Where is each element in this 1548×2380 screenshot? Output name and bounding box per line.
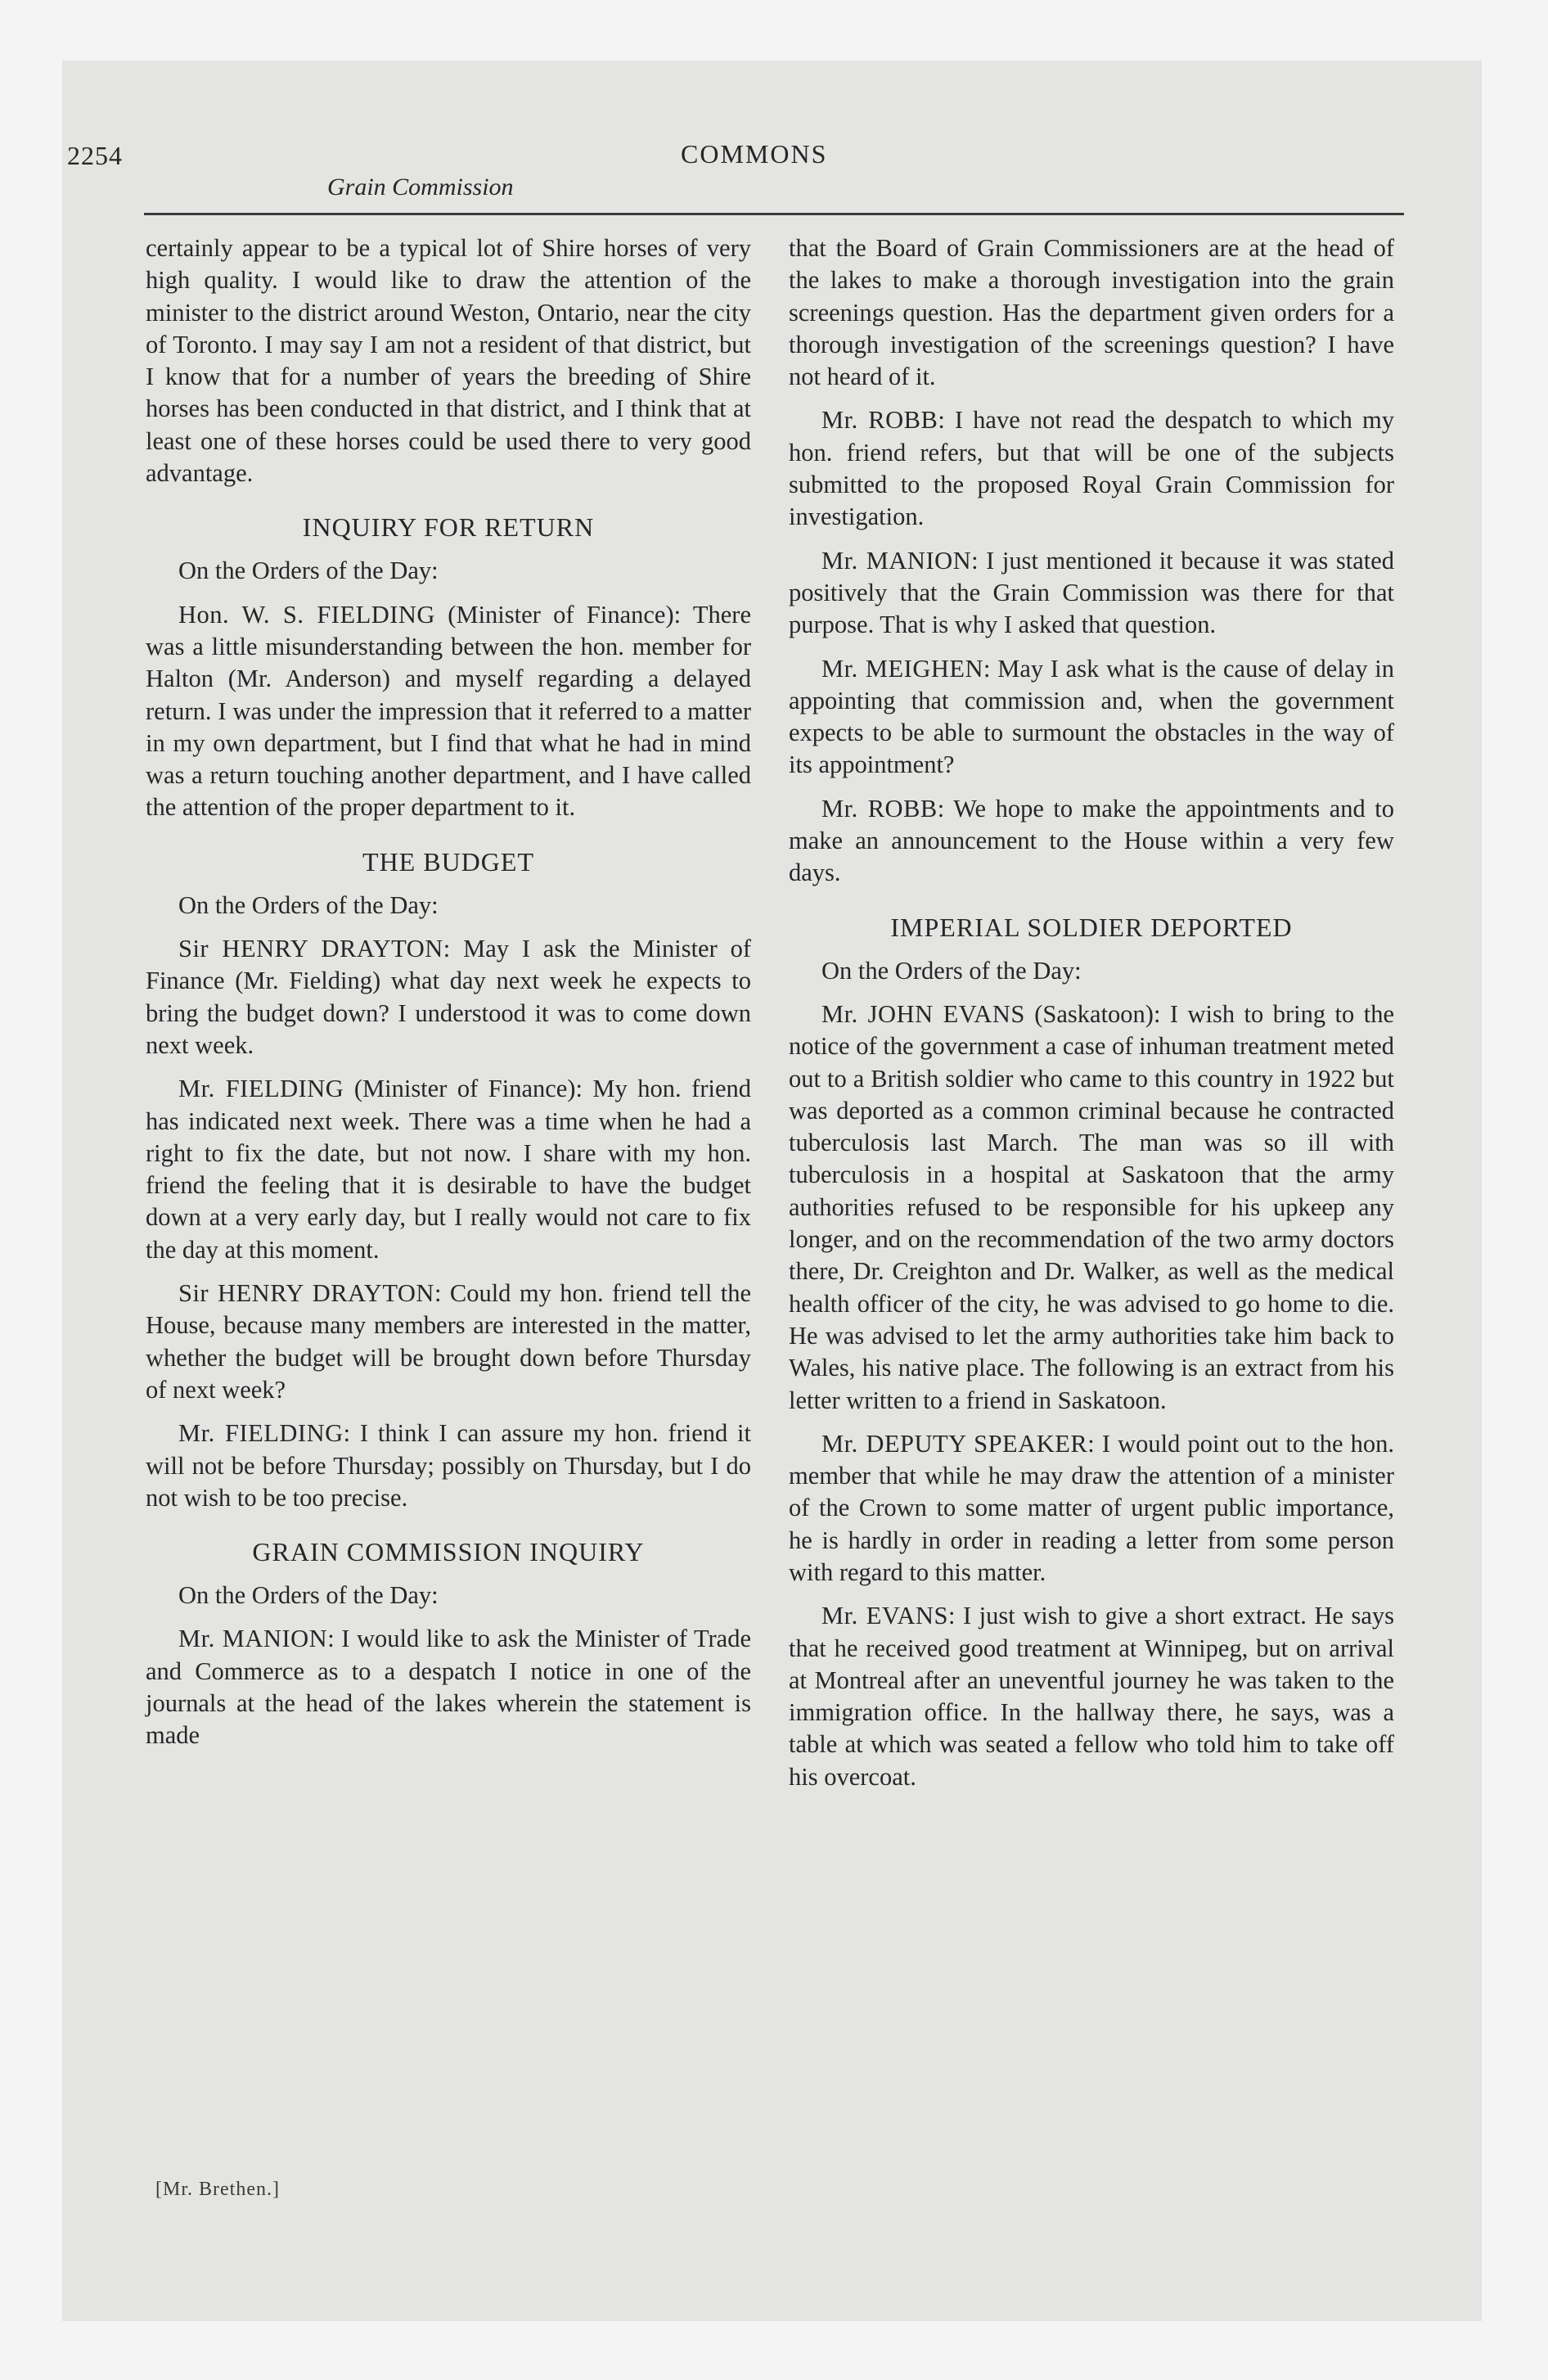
left-column	[146, 232, 751, 1764]
speech-text: (Saskatoon): I wish to bring to the notice of the government a case of inhuman treatment meted out to a British soldier who came to this country in 1922 but was deported as a common criminal because he contracted tuberculosis last March. The man was so ill with tuberculosis in a hospital at Saskatoon that the army authorities refused to be responsible for his upkeep any longer, and on the recommendation of the two army doctors there, Dr. Creighton and Dr. Walker, as well as the medical health officer of the city, he was advised to go home to die. He was advised to let the army authorities take him back to Wales, his native place. The following is an extract from his letter written to a friend in Saskatoon.	[789, 999, 1394, 1414]
speech-text: : I think I can assure my hon. friend it will not be before Thursday; possibly on Thursday, but I do not wish to be too precise.	[146, 1419, 751, 1512]
speaker-name: Mr. JOHN EVANS	[821, 999, 1025, 1028]
speaker-name: Mr. EVANS	[821, 1602, 948, 1630]
speech-text: (Minister of Finance): There was a little misunderstanding between the hon. member for Halton (Mr. Anderson) and myself regarding a delayed return. I was under the impression that it referred to a matter in my own department, but I find that what he had in mind was a return touching another department, and I have called the attention of the proper department to it.	[146, 600, 751, 822]
right-column	[789, 232, 1394, 1805]
speech	[789, 653, 1394, 782]
footer-note: [Mr. Brethen.]	[155, 2179, 280, 2200]
speaker-name: Mr. ROBB	[821, 406, 938, 435]
page-number: 2254	[67, 141, 123, 170]
section-heading-grain-commission-inquiry: GRAIN COMMISSION INQUIRY	[252, 1537, 645, 1567]
speaker-name: Mr. MANION	[178, 1625, 328, 1653]
speaker-name: Sir HENRY DRAYTON	[178, 1279, 434, 1308]
paragraph: On the Orders of the Day:	[178, 1581, 439, 1610]
speaker-name: Mr. FIELDING	[178, 1075, 344, 1103]
speech-text: : We hope to make the appointments and to make an announcement to the House within a very few days.	[789, 794, 1394, 887]
speech	[146, 1278, 751, 1406]
speech-text: (Minister of Finance): My hon. friend has indicated next week. There was a time when he had a right to fix the date, but not now. I share with my hon. friend the feeling that it is desirable to have the budget down at a very early day, but I really would not care to fix the day at this moment.	[146, 1075, 751, 1264]
section-heading-imperial-soldier-deported: IMPERIAL SOLDIER DEPORTED	[890, 912, 1293, 942]
speech-text: : May I ask what is the cause of delay in appointing that commission and, when the government expects to be able to surmount the obstacles in the way of its appointment?	[789, 654, 1394, 779]
speech	[146, 1623, 751, 1751]
speech	[789, 545, 1394, 642]
speech	[789, 793, 1394, 890]
speech-text: : I would like to ask the Minister of Trade and Commerce as to a despatch I notice in one of the journals at the head of the lakes wherein the statement is made	[146, 1625, 751, 1750]
speaker-name: Mr. ROBB	[821, 794, 938, 823]
speech-text: : May I ask the Minister of Finance (Mr. Fielding) what day next week he expects to bring the budget down? I understood it was to come down next week.	[146, 935, 751, 1059]
paragraph: On the Orders of the Day:	[178, 557, 439, 585]
speech-text: : Could my hon. friend tell the House, because many members are interested in the matter, whether the budget will be brought down before Thursday of next week?	[146, 1279, 751, 1404]
running-title: Grain Commission	[327, 174, 514, 201]
paragraph: certainly appear to be a typical lot of Shire horses of very high quality. I would like to draw the attention of the minister to the district around Weston, Ontario, near the city of Toronto. I may say I am not a resident of that district, but I know that for a number of years the breeding of Shire horses has been conducted in that district, and I think that at least one of these horses could be used there to very good advantage.	[146, 234, 751, 488]
section-heading-inquiry-for-return: INQUIRY FOR RETURN	[302, 512, 595, 543]
speaker-name: Mr. FIELDING	[178, 1419, 344, 1448]
speech	[146, 599, 751, 824]
speaker-name: Sir HENRY DRAYTON	[178, 935, 443, 963]
speech-text: : I would point out to the hon. member that while he may draw the attention of a minister of the Crown to some matter of urgent public importance, he is hardly in order in reading a letter from some person with regard to this matter.	[789, 1429, 1394, 1586]
paragraph: that the Board of Grain Commissioners are at the head of the lakes to make a thorough investigation into the grain screenings question. Has the department given orders for a thorough investigation of the screenings question? I have not heard of it.	[789, 234, 1394, 391]
speech	[789, 998, 1394, 1417]
header-rule	[144, 213, 1404, 215]
speaker-name: Mr. MANION	[821, 546, 972, 575]
speech	[789, 1600, 1394, 1793]
paragraph: On the Orders of the Day:	[821, 956, 1082, 985]
speech	[146, 933, 751, 1062]
speech-text: : I just mentioned it because it was stated positively that the Grain Commission was there for that purpose. That is why I asked that question.	[789, 546, 1394, 639]
speech	[789, 1428, 1394, 1589]
speaker-name: Hon. W. S. FIELDING	[178, 600, 435, 629]
chamber-title: COMMONS	[681, 139, 828, 169]
speech	[789, 404, 1394, 533]
speaker-name: Mr. DEPUTY SPEAKER	[821, 1429, 1088, 1458]
speech-text: : I just wish to give a short extract. He says that he received good treatment at Winnipeg, but on arrival at Montreal after an uneventful journey he was taken to the immigration office. In the hallway there, he says, was a table at which was seated a fellow who told him to take off his overcoat.	[789, 1602, 1394, 1791]
speaker-name: Mr. MEIGHEN	[821, 654, 984, 683]
paragraph: On the Orders of the Day:	[178, 890, 439, 919]
speech-text: : I have not read the despatch to which my hon. friend refers, but that will be one of the subjects submitted to the proposed Royal Grain Commission for investigation.	[789, 406, 1394, 531]
speech	[146, 1073, 751, 1266]
speech	[146, 1418, 751, 1514]
section-heading-the-budget: THE BUDGET	[362, 846, 534, 877]
